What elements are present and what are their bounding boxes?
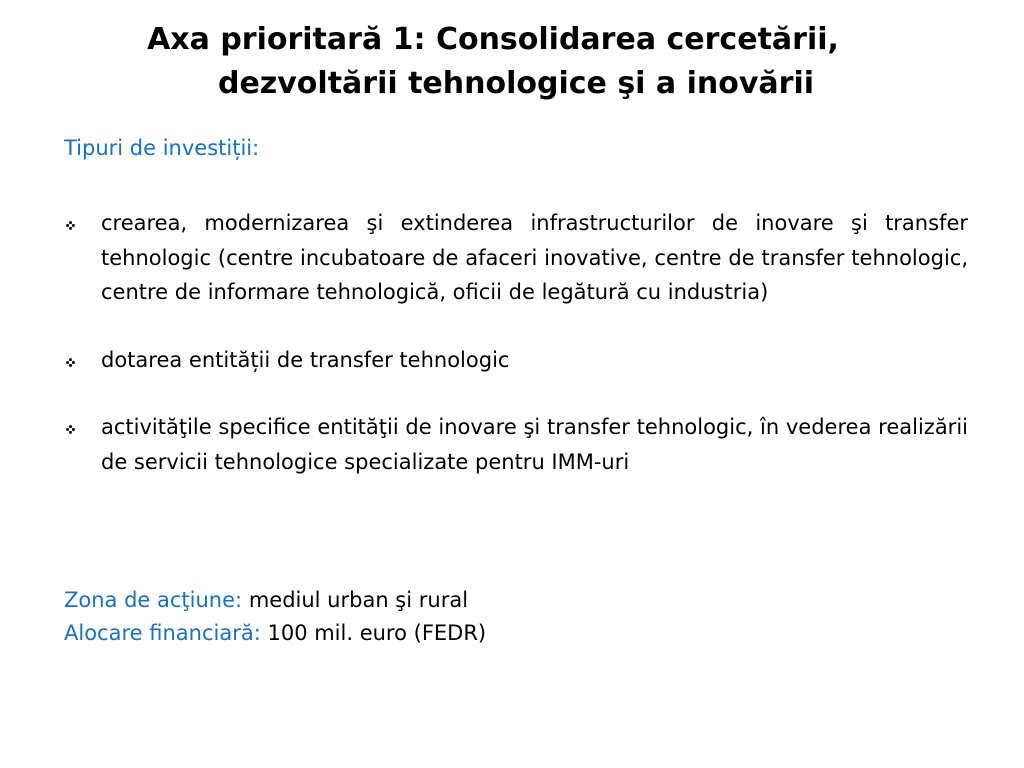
financial-allocation-value: 100 mil. euro (FEDR)	[267, 621, 487, 645]
list-item-text: crearea, modernizarea şi extinderea infrastructurilor de inovare şi transfer tehnologic (centre incubatoare de afaceri inovative, centre de transfer tehnologic, centre de informare tehnologică, oficii de legătură cu industria)	[101, 211, 968, 304]
investment-types-heading: Tipuri de investiții:	[64, 136, 260, 160]
slide-title-line-2: dezvoltării tehnologice şi a inovării	[217, 66, 815, 101]
financial-allocation-label: Alocare financiară:	[64, 621, 261, 645]
list-item-text: activităţile specifice entităţii de inovare şi transfer tehnologic, în vederea realizării de servicii tehnologice specializate pentru IMM-uri	[101, 415, 968, 474]
financial-allocation-row	[64, 617, 968, 650]
slide-title-line-1: Axa prioritară 1: Consolidarea cercetării,	[147, 22, 839, 57]
list-item-text: dotarea entității de transfer tehnologic	[101, 347, 510, 372]
slide-title	[100, 18, 924, 106]
action-zone-value: mediul urban şi rural	[248, 588, 469, 612]
list-item	[64, 410, 968, 479]
list-item	[64, 206, 968, 310]
action-zone-label: Zona de acţiune:	[64, 588, 243, 612]
action-zone-row	[64, 584, 968, 617]
diamond-bullet-icon	[66, 221, 75, 230]
investment-list	[64, 206, 968, 512]
diamond-bullet-icon	[66, 358, 75, 367]
slide-footer	[64, 584, 968, 650]
list-item	[64, 343, 968, 378]
diamond-bullet-icon	[66, 425, 75, 434]
